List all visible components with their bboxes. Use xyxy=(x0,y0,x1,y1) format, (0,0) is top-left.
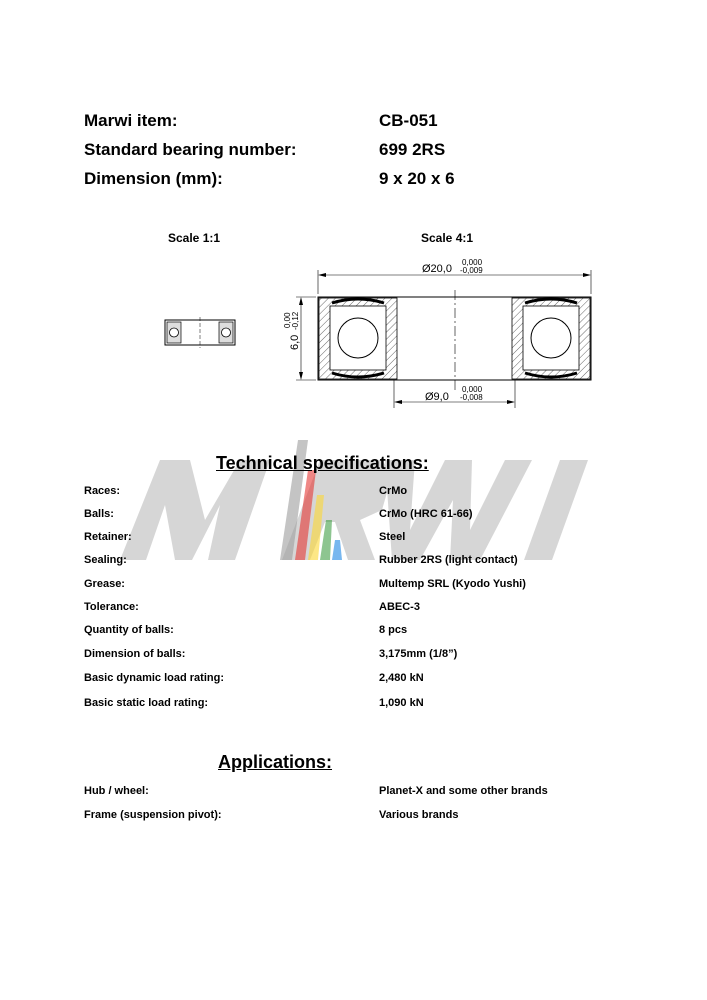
scale-small-label: Scale 1:1 xyxy=(168,231,221,245)
spec-races-label: Races: xyxy=(84,485,121,497)
spec-quantity-label: Quantity of balls: xyxy=(84,624,174,636)
marwi-item-value: CB-051 xyxy=(379,111,438,130)
app-hub-label: Hub / wheel: xyxy=(84,785,149,797)
scale-large-label: Scale 4:1 xyxy=(421,231,474,245)
inner-tol-upper: 0,000 xyxy=(462,385,483,394)
spec-ball-dimension-value: 3,175mm (1/8”) xyxy=(379,648,458,660)
marwi-item-label: Marwi item: xyxy=(84,111,178,130)
outer-tol-lower: -0,009 xyxy=(460,266,483,275)
spec-static-load-value: 1,090 kN xyxy=(379,697,424,709)
width-tol-lower: -0,12 xyxy=(291,311,300,330)
inner-tol-lower: -0,008 xyxy=(460,393,483,402)
outer-diameter-text: Ø20,0 xyxy=(422,263,452,275)
spec-retainer-value: Steel xyxy=(379,531,406,543)
spec-quantity-value: 8 pcs xyxy=(379,624,408,636)
spec-races-value: CrMo xyxy=(379,485,408,497)
standard-bearing-label: Standard bearing number: xyxy=(84,140,297,159)
applications-title: Applications: xyxy=(218,752,333,772)
spec-static-load-label: Basic static load rating: xyxy=(84,697,209,709)
width-text: 6,0 xyxy=(289,334,301,350)
marwi-watermark-logo xyxy=(120,430,620,570)
dimension-value: 9 x 20 x 6 xyxy=(379,169,455,188)
dimension-label: Dimension (mm): xyxy=(84,169,223,188)
spec-grease-value: Multemp SRL (Kyodo Yushi) xyxy=(379,578,526,590)
app-frame-label: Frame (suspension pivot): xyxy=(84,809,222,821)
app-hub-value: Planet-X and some other brands xyxy=(379,785,548,797)
spec-ball-dimension-label: Dimension of balls: xyxy=(84,648,186,660)
spec-tolerance-value: ABEC-3 xyxy=(379,601,420,613)
spec-balls-value: CrMo (HRC 61-66) xyxy=(379,508,473,520)
spec-sealing-label: Sealing: xyxy=(84,554,127,566)
spec-balls-label: Balls: xyxy=(84,508,114,520)
bearing-drawing-large xyxy=(150,250,610,420)
app-frame-value: Various brands xyxy=(379,809,459,821)
spec-sealing-value: Rubber 2RS (light contact) xyxy=(379,554,518,566)
spec-tolerance-label: Tolerance: xyxy=(84,601,139,613)
width-tol-upper: 0,00 xyxy=(283,312,292,328)
spec-dynamic-load-label: Basic dynamic load rating: xyxy=(84,672,224,684)
spec-retainer-label: Retainer: xyxy=(84,531,132,543)
inner-diameter-text: Ø9,0 xyxy=(425,391,449,403)
tech-specs-title: Technical specifications: xyxy=(216,453,429,473)
spec-dynamic-load-value: 2,480 kN xyxy=(379,672,424,684)
spec-grease-label: Grease: xyxy=(84,578,125,590)
standard-bearing-value: 699 2RS xyxy=(379,140,446,159)
outer-tol-upper: 0,000 xyxy=(462,258,483,267)
